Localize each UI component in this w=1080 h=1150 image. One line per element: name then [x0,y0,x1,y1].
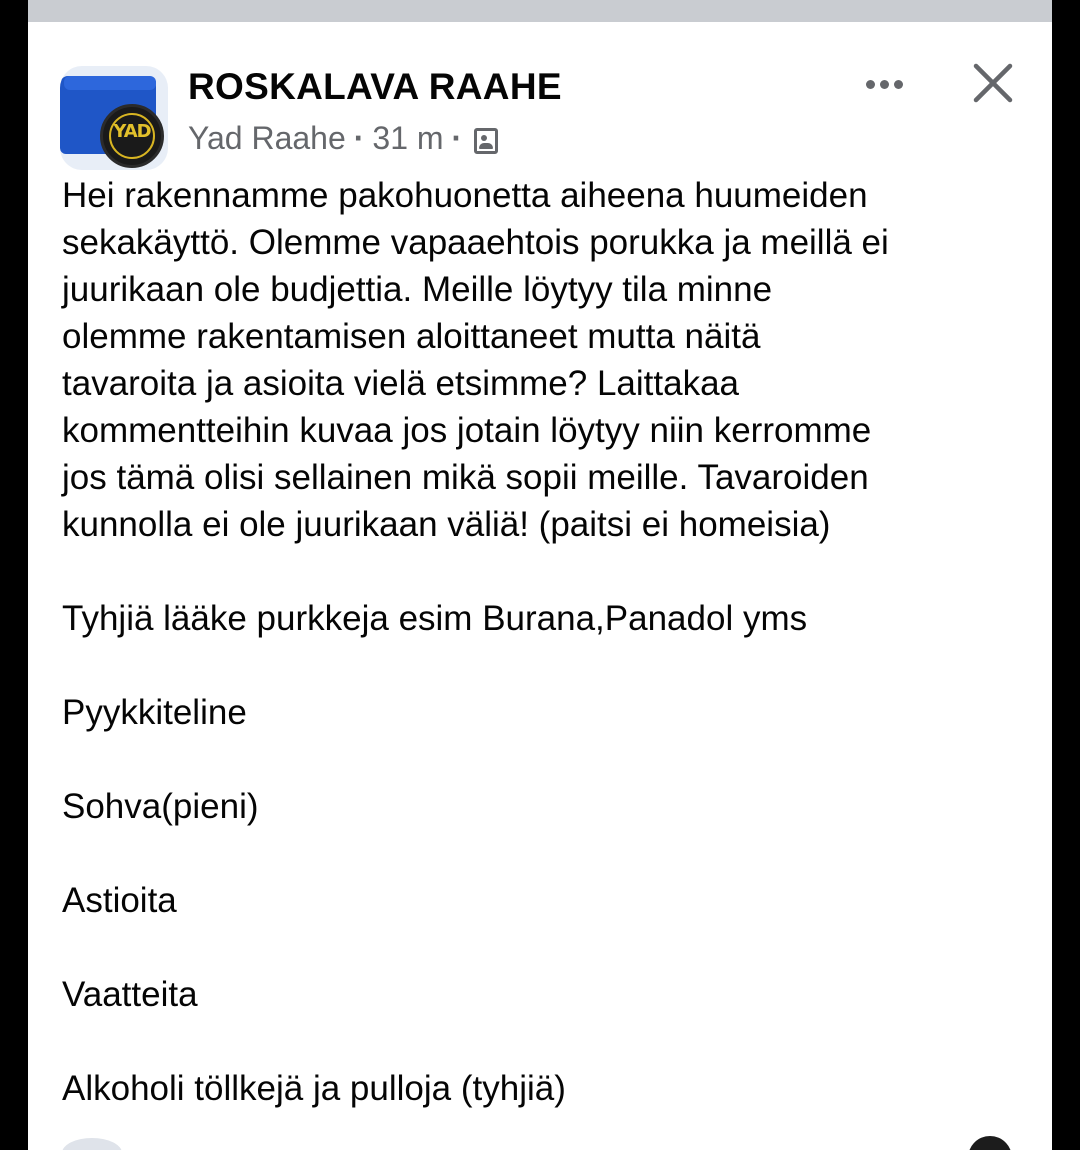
close-icon[interactable] [970,60,1016,106]
more-horizontal-icon [866,80,875,89]
more-horizontal-icon [880,80,889,89]
author-avatar[interactable] [100,104,164,168]
divider [28,22,1052,30]
list-item: Tyhjiä lääke purkkeja esim Burana,Panadol yms [62,599,808,638]
dumpster-lid [64,76,156,90]
post-time[interactable]: 31 m [372,120,444,156]
list-item: Pyykkiteline [62,693,247,732]
list-item: Vaatteita [62,975,198,1014]
more-horizontal-icon [894,80,903,89]
list-item: Astioita [62,881,177,920]
post-meta [188,120,498,157]
post-text [62,172,1042,1150]
badge-logo: YAD [113,121,151,142]
meta-separator: · [353,120,365,156]
list-item: Sohva(pieni) [62,787,259,826]
post-card [28,0,1052,1150]
author-name[interactable]: Yad Raahe [188,120,346,156]
post-intro: Hei rakennamme pakohuonetta aiheena huumeiden sekakäyttö. Olemme vapaaehtois porukka ja meillä ei juurikaan ole budjettia. Meille löytyy tila minne olemme rakentamisen aloittaneet mutta näitä tavaroita ja asioita vielä etsimme? Laittakaa kommentteihin kuvaa jos jotain löytyy niin kerromme jos tämä olisi sellainen mikä sopii meille. Tavaroiden kunnolla ei ole juurikaan väliä! (paitsi ei homeisia) [62,176,889,544]
more-options-button[interactable] [854,64,914,104]
group-name[interactable]: ROSKALAVA RAAHE [188,66,562,107]
previous-post-edge [28,0,1052,22]
meta-separator: · [451,120,463,156]
list-item: Alkoholi töllkejä ja pulloja (tyhjiä) [62,1069,566,1108]
group-privacy-icon [474,128,498,154]
